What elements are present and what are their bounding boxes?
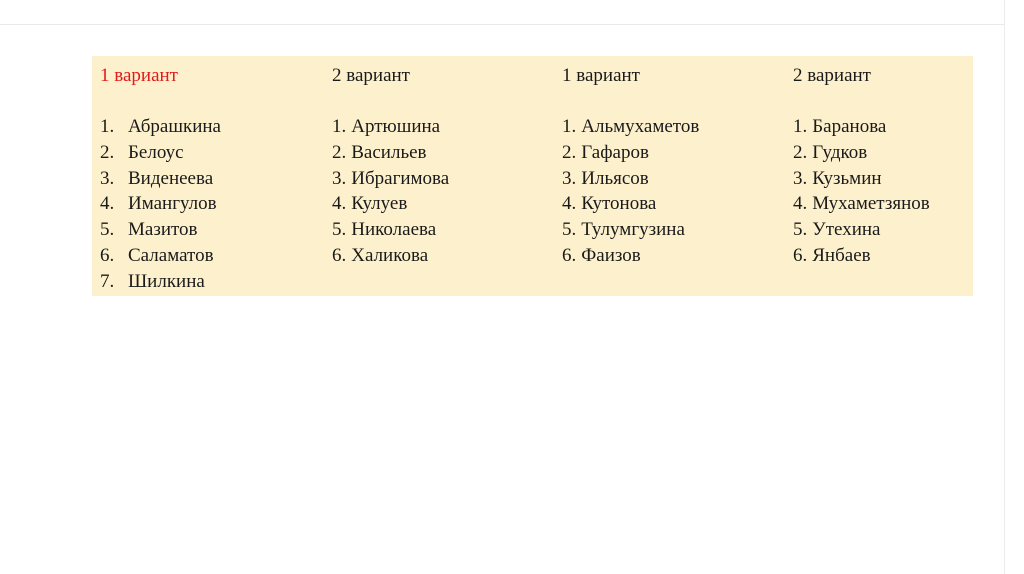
item-number: 7.: [100, 270, 115, 292]
student-name: Тулумгузина: [581, 219, 685, 241]
student-name: Артюшина: [351, 116, 441, 138]
student-name: Ибрагимова: [351, 167, 450, 189]
item-number: 4.: [793, 193, 808, 215]
student-list-item: [332, 191, 449, 217]
student-name: Николаева: [351, 219, 437, 241]
item-number: 4.: [332, 193, 347, 215]
item-number: 3.: [793, 167, 808, 189]
student-list-item: [562, 114, 699, 140]
slide-top-border: [0, 0, 1024, 25]
variant-column-4: [793, 63, 930, 269]
student-name: Кулуев: [351, 193, 408, 215]
student-name: Мухаметзянов: [812, 193, 930, 215]
item-number: 4.: [562, 193, 577, 215]
student-name: Кутонова: [581, 193, 657, 215]
student-list-item: [562, 191, 699, 217]
student-name: Гудков: [812, 142, 868, 164]
student-list-item: [793, 114, 930, 140]
item-number: 2.: [562, 142, 577, 164]
student-list-item: [332, 243, 449, 269]
student-name: Кузьмин: [812, 167, 882, 189]
student-list-item: [793, 166, 930, 192]
student-list-item: [100, 217, 221, 243]
student-list-item: [793, 140, 930, 166]
variant-column-1: [100, 63, 221, 294]
column-header: 2 вариант: [332, 65, 410, 86]
student-list-item: [100, 166, 221, 192]
column-header: 1 вариант: [100, 65, 178, 86]
student-list-item: [332, 140, 449, 166]
student-name: Виденеева: [128, 167, 214, 189]
item-number: 5.: [562, 219, 577, 241]
student-list-item: [332, 114, 449, 140]
item-number: 2.: [100, 142, 115, 164]
item-number: 2.: [793, 142, 808, 164]
student-name: Утехина: [812, 219, 881, 241]
student-list-item: [562, 166, 699, 192]
student-list-item: [332, 166, 449, 192]
student-name: Васильев: [351, 142, 427, 164]
student-name: Саламатов: [128, 244, 214, 266]
student-name: Баранова: [812, 116, 887, 138]
student-list-item: [793, 243, 930, 269]
student-name: Халикова: [351, 244, 429, 266]
item-number: 6.: [562, 244, 577, 266]
student-list-item: [562, 140, 699, 166]
item-number: 1.: [793, 116, 808, 138]
item-number: 6.: [793, 244, 808, 266]
item-number: 1.: [100, 116, 115, 138]
student-list-item: [100, 114, 221, 140]
student-name: Ильясов: [581, 167, 649, 189]
student-name: Шилкина: [128, 270, 205, 292]
item-number: 1.: [332, 116, 347, 138]
variant-column-2: [332, 63, 449, 269]
item-number: 6.: [332, 244, 347, 266]
slide-right-border: [1004, 0, 1024, 574]
student-list-item: [100, 243, 221, 269]
student-list-item: [793, 217, 930, 243]
student-name: Белоус: [128, 142, 184, 164]
item-number: 3.: [332, 167, 347, 189]
student-name: Альмухаметов: [581, 116, 700, 138]
item-number: 3.: [562, 167, 577, 189]
column-header: 2 вариант: [793, 65, 871, 86]
student-list-item: [100, 140, 221, 166]
item-number: 3.: [100, 167, 115, 189]
item-number: 4.: [100, 193, 115, 215]
item-number: 5.: [793, 219, 808, 241]
item-number: 6.: [100, 244, 115, 266]
student-list-item: [562, 217, 699, 243]
student-name: Имангулов: [128, 193, 217, 215]
item-number: 1.: [562, 116, 577, 138]
student-list-item: [100, 269, 221, 295]
student-name: Фаизов: [581, 244, 641, 266]
student-list-item: [332, 217, 449, 243]
student-name: Абрашкина: [128, 116, 221, 138]
item-number: 5.: [332, 219, 347, 241]
student-name: Мазитов: [128, 219, 198, 241]
student-name: Гафаров: [581, 142, 649, 164]
item-number: 2.: [332, 142, 347, 164]
variant-column-3: [562, 63, 699, 269]
variants-panel: [92, 56, 973, 296]
column-header: 1 вариант: [562, 65, 640, 86]
item-number: 5.: [100, 219, 115, 241]
student-list-item: [793, 191, 930, 217]
student-name: Янбаев: [812, 244, 871, 266]
student-list-item: [562, 243, 699, 269]
student-list-item: [100, 191, 221, 217]
